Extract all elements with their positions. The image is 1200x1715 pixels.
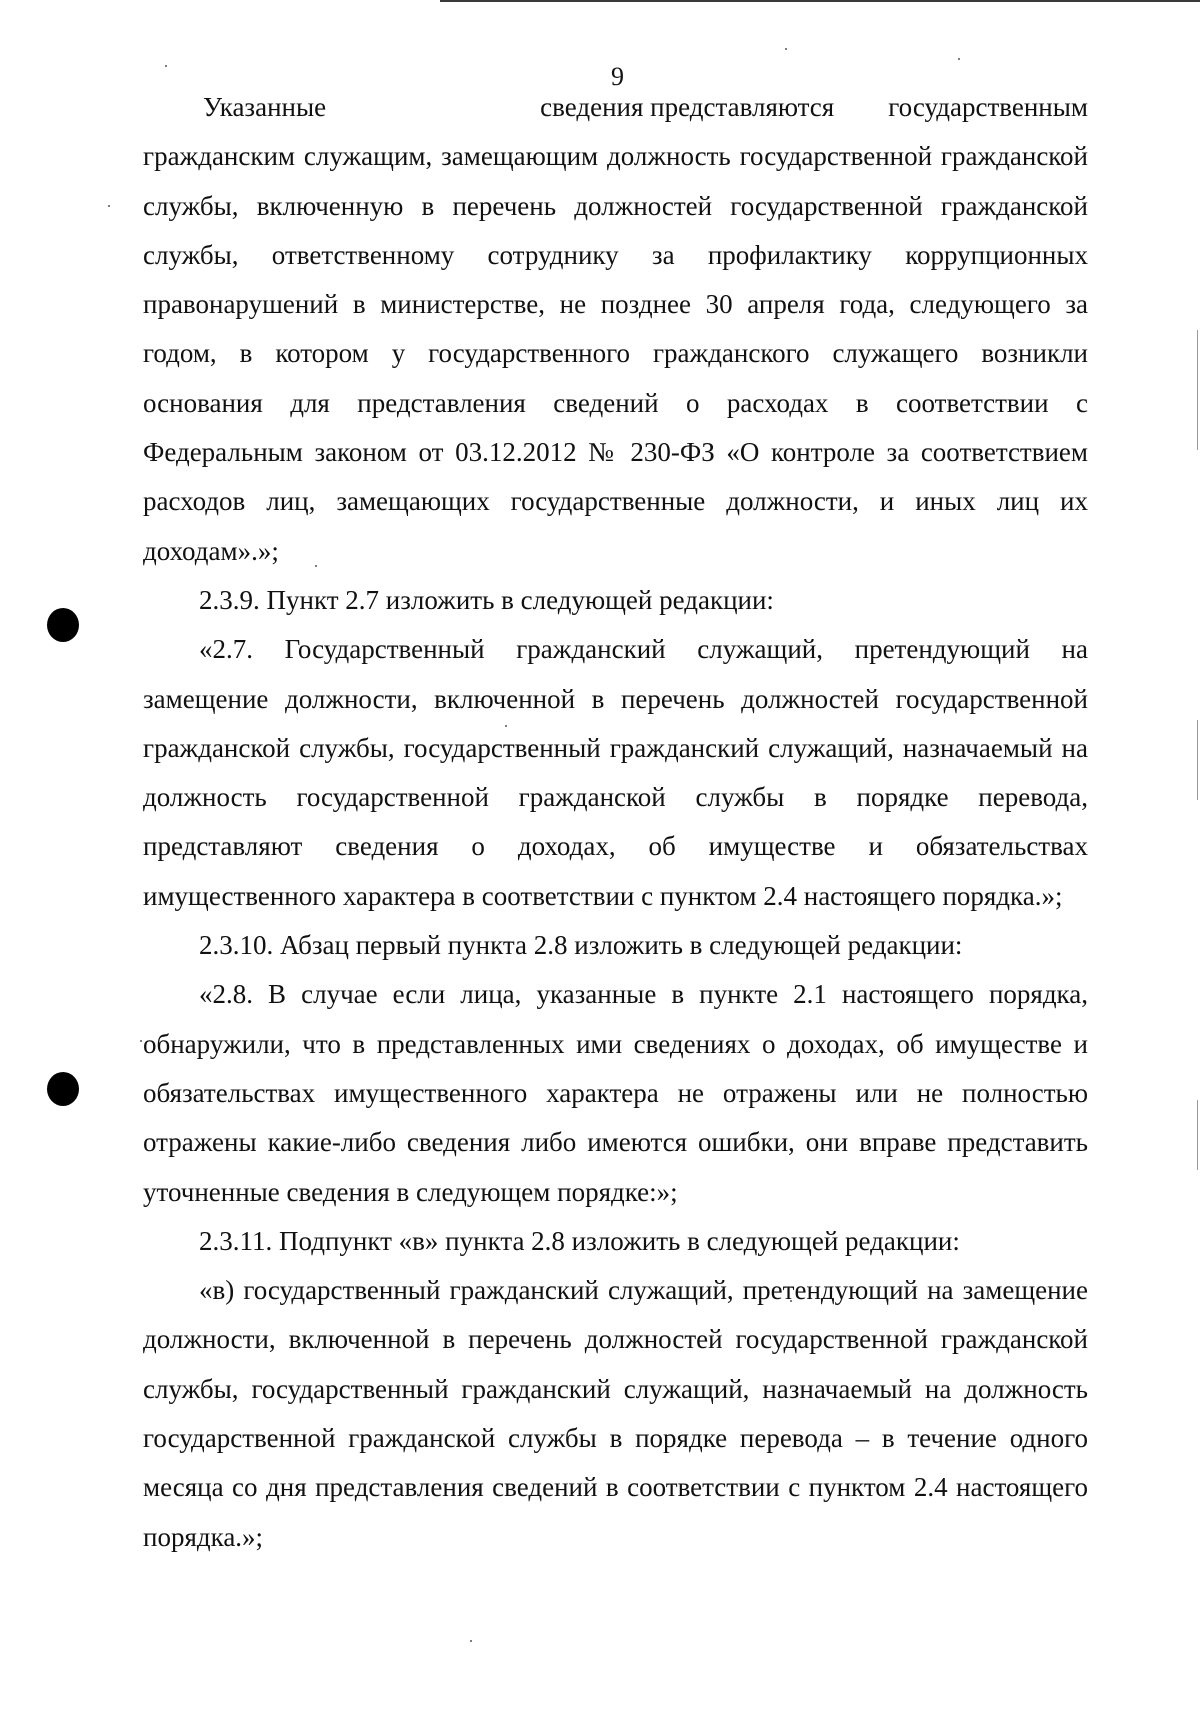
scan-speck [785,48,787,50]
scan-edge-mark [1197,330,1198,450]
document-body [143,83,1088,1562]
paragraph-continuation: гражданским служащим, замещающим должность государственной гражданской службы, включенную в перечень должностей государственной гражданской службы, ответственному сотруднику за профилактику коррупционных правонарушений в министерстве, не позднее 30 апреля года, следующего за годом, в котором у государственного гражданского служащего возникли основания для представления сведений о расходах в соответствии с Федеральным законом от 03.12.2012 № 230-ФЗ «О контроле за соответствием расходов лиц, замещающих государственные должности, и иных лиц их доходам».»; [143,141,1088,566]
scan-edge-mark [1197,1100,1198,1170]
paragraph-clause-2-7: «2.7. Государственный гражданский служащий, претендующий на замещение должности, включенной в перечень должностей государственной гражданской службы, государственный гражданский служащий, назначаемый на должность государственной гражданской службы в порядке перевода, представляют сведения о доходах, об имуществе и обязательствах имущественного характера в соответствии с пунктом 2.4 настоящего порядка.»; [143,634,1088,911]
scan-speck [470,1640,472,1642]
scan-speck [108,205,110,207]
intro-phrase: сведения представляются [540,92,835,122]
paragraph-subclause-v: «в) государственный гражданский служащий, претендующий на замещение должности, включенной в перечень должностей государственной гражданской службы, государственный гражданский служащий, назначаемый на должность государственной гражданской службы в порядке перевода – в течение одного месяца со дня представления сведений в соответствии с пунктом 2.4 настоящего порядка.»; [143,1275,1088,1552]
paragraph-item-2-3-11: 2.3.11. Подпункт «в» пункта 2.8 изложить в следующей редакции: [199,1225,960,1256]
intro-line [143,83,1088,132]
punch-hole-mark [47,608,79,642]
intro-word: Указанные [203,92,327,122]
intro-word: государственным [888,92,1088,122]
scan-speck [958,58,960,60]
paragraph-item-2-3-10: 2.3.10. Абзац первый пункта 2.8 изложить в следующей редакции: [199,930,963,961]
paragraph-clause-2-8: «2.8. В случае если лица, указанные в пункте 2.1 настоящего порядка, обнаружили, что в представленных ими сведениях о доходах, об имуществе и обязательствах имущественного характера не отражены или не полностью отражены какие-либо сведения либо имеются ошибки, они вправе представить уточненные сведения в следующем порядке:»; [143,979,1088,1207]
scan-top-edge [440,0,1200,2]
punch-hole-mark [47,1072,79,1106]
paragraph-item-2-3-9: 2.3.9. Пункт 2.7 изложить в следующей редакции: [199,584,774,615]
scan-edge-mark [1197,720,1198,800]
page-number: 9 [611,62,624,91]
scan-speck [140,1040,142,1042]
